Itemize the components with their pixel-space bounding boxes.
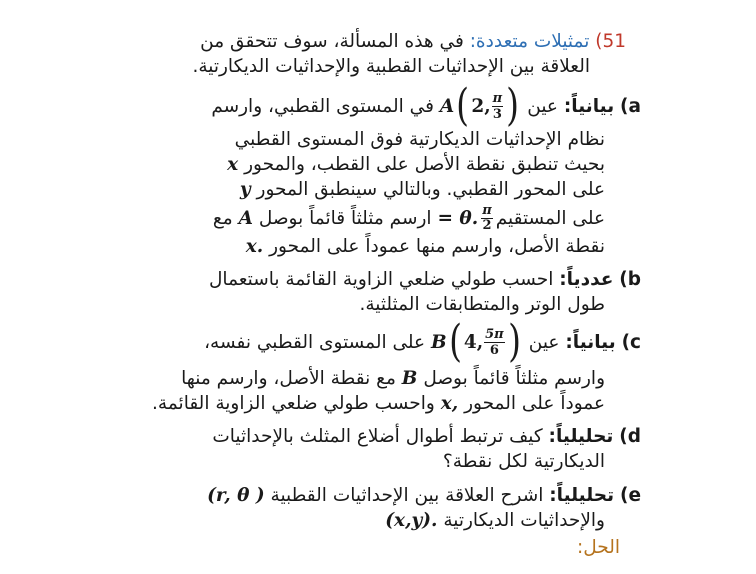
part-a-letter: a) bbox=[620, 95, 641, 117]
point-a-r: 2 bbox=[471, 95, 485, 117]
part-b-letter: b) bbox=[619, 269, 641, 290]
part-c-label: بيانياً: bbox=[565, 331, 616, 353]
part-a-line5-pre: على المستقيم bbox=[495, 207, 605, 229]
polar-pair: (r, θ ) bbox=[207, 485, 265, 506]
part-c-text-pre: عين bbox=[528, 331, 560, 353]
part-a-text-pre: عين bbox=[527, 95, 558, 117]
part-e-line2: والإحداثيات الديكارتية bbox=[443, 510, 605, 531]
problem-topic-label: تمثيلات متعددة: bbox=[469, 31, 590, 52]
point-b-ref: B bbox=[401, 368, 418, 389]
part-c-line2-post: مع نقطة الأصل، وارسم منها bbox=[181, 368, 396, 389]
part-a-line2: نظام الإحداثيات الديكارتية فوق المستوى القطبي bbox=[234, 129, 605, 150]
pi-over-two: $\frac{\pi}{2}$ bbox=[482, 202, 492, 233]
cartesian-pair: (x,y). bbox=[385, 510, 438, 531]
solution-label: الحل: bbox=[577, 537, 620, 558]
part-c-line3-block bbox=[152, 391, 605, 416]
part-a-line5-post: مع bbox=[212, 207, 233, 229]
part-a-line5-mid: ارسم مثلثاً قائماً بوصل bbox=[258, 207, 432, 229]
y-axis-var: y bbox=[239, 179, 251, 200]
part-d-label: تحليلياً: bbox=[548, 426, 614, 447]
part-b-line2: طول الوتر والمتطابقات المثلثية. bbox=[359, 294, 605, 315]
point-a-coordinates: A ( 2 , $\frac{\pi}{3}$ ) bbox=[439, 80, 520, 131]
part-c bbox=[204, 316, 641, 367]
part-d bbox=[212, 424, 641, 474]
part-a-line4: على المحور القطبي. وبالتالي سينطبق المحور bbox=[256, 179, 605, 200]
part-e-line1: اشرح العلاقة بين الإحداثيات القطبية bbox=[270, 485, 544, 506]
part-b-line1: احسب طولي ضلعي الزاوية القائمة باستعمال bbox=[208, 269, 554, 290]
point-b-coordinates: B ( 4 , $\frac{5\pi}{6}$ ) bbox=[431, 316, 521, 367]
part-a-label: بيانياً: bbox=[563, 95, 615, 117]
problem-number: 51) bbox=[595, 31, 626, 52]
point-a-theta: $\frac{\pi}{3}$ bbox=[492, 90, 503, 122]
point-b-theta: $\frac{5\pi}{6}$ bbox=[485, 326, 504, 358]
part-e bbox=[207, 483, 641, 533]
point-b-r: 4 bbox=[463, 331, 477, 353]
part-b-label: عددياً: bbox=[559, 269, 614, 290]
point-b-name: B bbox=[431, 331, 447, 353]
part-c-continued bbox=[181, 366, 605, 391]
theta-equation: = θ. bbox=[437, 207, 479, 229]
part-d-line1: كيف ترتبط أطوال أضلاع المثلث بالإحداثيات bbox=[212, 426, 543, 447]
part-a-line6: نقطة الأصل، وارسم منها عموداً على المحور bbox=[269, 236, 605, 257]
part-d-line2: الديكارتية لكل نقطة؟ bbox=[442, 451, 605, 472]
problem-intro-text: في هذه المسألة، سوف تتحقق من bbox=[200, 31, 464, 52]
part-d-letter: d) bbox=[619, 426, 641, 447]
part-c-line2-pre: وارسم مثلثاً قائماً بوصل bbox=[423, 368, 605, 389]
part-c-letter: c) bbox=[621, 331, 641, 353]
part-a-line3: بحيث تنطبق نقطة الأصل على القطب، والمحور bbox=[244, 154, 605, 175]
x-axis-var-2: x. bbox=[245, 236, 264, 257]
part-a-text-post: في المستوى القطبي، وارسم bbox=[211, 95, 434, 117]
part-a bbox=[211, 80, 641, 259]
problem-intro-line2: العلاقة بين الإحداثيات القطبية والإحداثيات الديكارتية. bbox=[192, 56, 590, 77]
point-a-ref: A bbox=[238, 207, 253, 229]
part-e-letter: e) bbox=[619, 485, 641, 506]
x-axis-var-3: x, bbox=[440, 393, 459, 414]
part-b bbox=[209, 267, 641, 317]
part-c-line3-pre: عموداً على المحور bbox=[464, 393, 605, 414]
part-c-text-post: على المستوى القطبي نفسه، bbox=[204, 331, 426, 353]
point-a-name: A bbox=[439, 95, 455, 117]
part-e-label: تحليلياً: bbox=[549, 485, 615, 506]
problem-intro bbox=[192, 29, 626, 79]
x-axis-var: x bbox=[227, 154, 239, 175]
part-c-line3-post: واحسب طولي ضلعي الزاوية القائمة. bbox=[152, 393, 435, 414]
